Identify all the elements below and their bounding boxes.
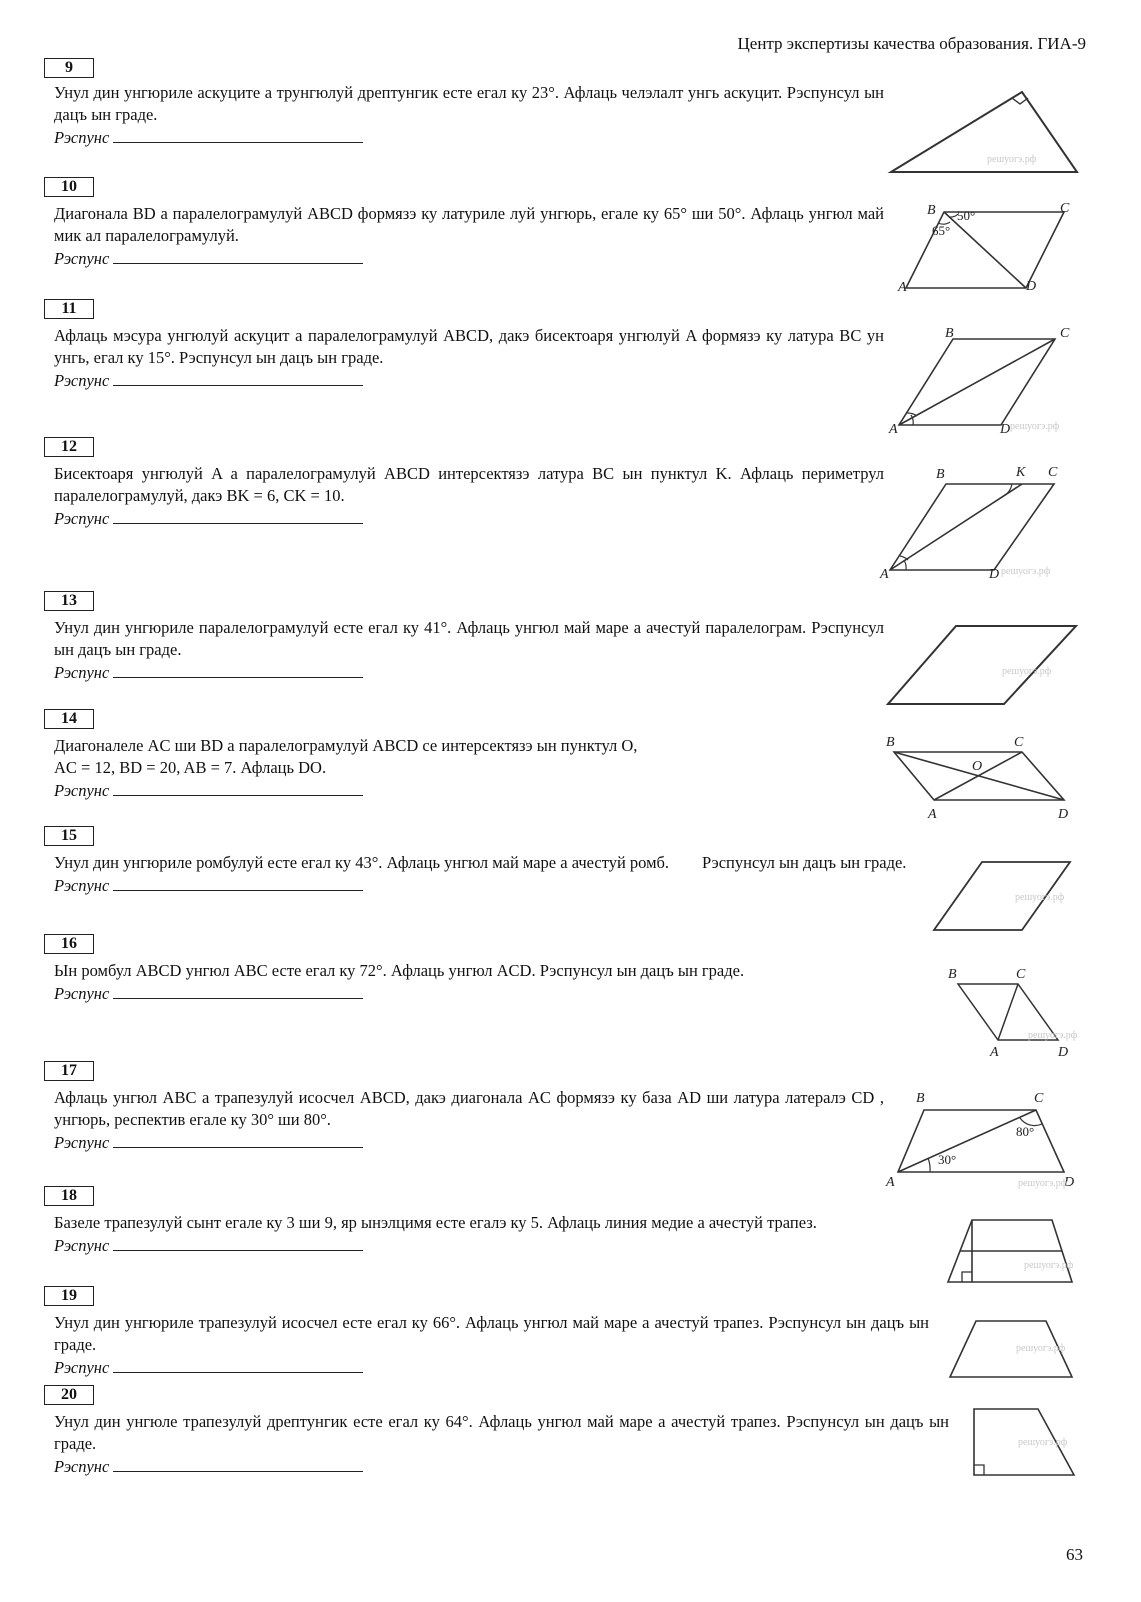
watermark: решуогэ.рф (1016, 1343, 1066, 1354)
task-text: Унул дин унгюриле трапезулуй исосчел есте егал ку 66°. Афлаць унгюл май маре а ачестуй трапез. Рэспунсул ын дацъ ын граде. (54, 1313, 929, 1354)
task-10 (44, 177, 884, 270)
label-B: B (948, 967, 957, 982)
label-A: A (990, 1045, 999, 1060)
task-number: 20 (44, 1385, 94, 1405)
task-text: Унул дин унгюриле аскуците а трунгюлуй дрептунгик есте егал ку 23°. Афлаць челэлалт унгь аскуцит. Рэспунсул ын дацъ ын граде. (54, 83, 884, 124)
answer-row (54, 661, 884, 684)
task-9 (44, 58, 884, 149)
task-17 (44, 1061, 884, 1154)
task-18 (44, 1186, 929, 1257)
answer-label: Рэспунс (54, 509, 110, 528)
task-text: Афлаць унгюл ABC а трапезулуй исосчел ABCD, дакэ диагонала AC формязэ ку база AD ши латура латералэ CD , унгюрь, респектив егале ку 30° ши 80°. (54, 1088, 884, 1129)
label-D: D (1026, 279, 1037, 294)
answer-label: Рэспунс (54, 249, 110, 268)
answer-field[interactable] (113, 874, 363, 891)
answer-field[interactable] (113, 1356, 363, 1373)
answer-label: Рэспунс (54, 1358, 110, 1377)
answer-row (54, 874, 919, 897)
label-D: D (1000, 422, 1011, 437)
task-19 (44, 1286, 929, 1379)
label-C: C (1016, 967, 1026, 982)
task-20 (44, 1385, 949, 1478)
answer-row (54, 982, 884, 1005)
answer-label: Рэспунс (54, 1133, 110, 1152)
task-number: 12 (44, 437, 94, 457)
task-12 (44, 437, 884, 530)
label-O: O (972, 759, 983, 774)
task-text: Унул дин унгюриле ромбулуй есте егал ку 43°. Афлаць унгюл май маре а ачестуй ромб. Рэспунсул ын дацъ ын граде. (54, 853, 907, 872)
figure-trapezoid-18 (944, 1216, 1076, 1286)
task-15 (44, 826, 919, 897)
label-B: B (936, 467, 945, 482)
watermark: решуогэ.рф (1015, 892, 1065, 903)
task-number: 11 (44, 299, 94, 319)
answer-field[interactable] (113, 1131, 363, 1148)
angle-label-65: 65° (932, 223, 951, 238)
figure-parallelogram-13 (884, 620, 1084, 710)
task-number: 18 (44, 1186, 94, 1206)
angle-label-30: 30° (938, 1152, 957, 1167)
task-text: Диагонала BD а паралелограмулуй ABCD формязэ ку латуриле луй унгюрь, егале ку 65° ши 50°. Афлаць унгюл май мик ал паралелограмулуй. (54, 204, 884, 245)
watermark: решуогэ.рф (1001, 566, 1051, 577)
task-text: Унул дин унгюле трапезулуй дрептунгик есте егал ку 64°. Афлаць унгюл май маре а ачестуй трапез. Рэспунсул ын дацъ ын граде. (54, 1412, 949, 1453)
figure-parallelogram-10 (898, 200, 1077, 300)
answer-field[interactable] (113, 126, 363, 143)
task-text: Базеле трапезулуй сынт егале ку 3 ши 9, яр ынэлцимя есте егалэ ку 5. Афлаць линия медие а ачестуй трапез. (54, 1213, 817, 1232)
answer-field[interactable] (113, 247, 363, 264)
task-text: Ын ромбул ABCD унгюл ABC есте егал ку 72°. Афлаць унгюл ACD. Рэспунсул ын дацъ ын граде. (54, 961, 745, 980)
task-13 (44, 591, 884, 684)
answer-row (54, 1234, 929, 1257)
figure-trapezoid-17 (886, 1091, 1078, 1193)
label-B: B (886, 735, 895, 750)
figure-parallelogram-12 (880, 465, 1066, 585)
label-C: C (1060, 201, 1070, 216)
task-number: 10 (44, 177, 94, 197)
answer-label: Рэспунс (54, 128, 110, 147)
figure-rhombus-15 (930, 858, 1075, 933)
answer-field[interactable] (113, 982, 363, 999)
task-number: 15 (44, 826, 94, 846)
answer-row (54, 1455, 949, 1478)
task-text: Афлаць мэсура унгюлуй аскуцит а паралелограмулуй ABCD, дакэ бисектоаря унгюлуй A формязэ ку латура BC ун унгь, егал ку 15°. Рэспунсул ын дацъ ын граде. (54, 326, 884, 367)
answer-field[interactable] (113, 661, 363, 678)
task-text: Бисектоаря унгюлуй A а паралелограмулуй ABCD интерсектязэ латура BC ын пунктул K. Афлаць периметрул паралелограмулуй, дакэ BK = 6, CK = 10. (54, 464, 884, 505)
answer-label: Рэспунс (54, 663, 110, 682)
answer-label: Рэспунс (54, 876, 110, 895)
answer-row (54, 126, 884, 149)
task-14 (44, 709, 644, 802)
answer-label: Рэспунс (54, 984, 110, 1003)
label-B: B (916, 1091, 925, 1106)
answer-field[interactable] (113, 1455, 363, 1472)
answer-row (54, 1131, 884, 1154)
label-D: D (1064, 1175, 1075, 1190)
watermark: решуогэ.рф (1018, 1437, 1068, 1448)
label-A: A (889, 422, 898, 437)
task-number: 16 (44, 934, 94, 954)
label-C: C (1014, 735, 1024, 750)
figure-parallelogram-11 (889, 325, 1075, 440)
page-number: 63 (1066, 1545, 1083, 1564)
task-text: Унул дин унгюриле паралелограмулуй есте егал ку 41°. Афлаць унгюл май маре а ачестуй паралелограм. Рэспунсул ын дацъ ын граде. (54, 618, 884, 659)
label-A: A (898, 280, 907, 295)
task-number: 19 (44, 1286, 94, 1306)
label-C: C (1034, 1091, 1044, 1106)
answer-label: Рэспунс (54, 371, 110, 390)
task-number: 9 (44, 58, 94, 78)
figure-trapezoid-20 (968, 1405, 1078, 1480)
answer-label: Рэспунс (54, 1457, 110, 1476)
figure-right-triangle (887, 88, 1087, 178)
figure-rhombus-16 (948, 962, 1078, 1062)
label-A: A (886, 1175, 895, 1190)
label-B: B (927, 203, 936, 218)
label-C: C (1048, 465, 1058, 480)
figure-trapezoid-19 (946, 1317, 1076, 1382)
task-text: Диагоналеле AC ши BD а паралелограмулуй ABCD се интерсектязэ ын пунктул O, AC = 12, BD = 20, AB = 7. Афлаць DO. (54, 736, 638, 777)
task-16 (44, 934, 884, 1005)
page-header: Центр экспертизы качества образования. ГИА-9 (737, 34, 1086, 53)
task-number: 14 (44, 709, 94, 729)
answer-field[interactable] (113, 779, 363, 796)
task-number: 17 (44, 1061, 94, 1081)
answer-label: Рэспунс (54, 781, 110, 800)
label-A: A (928, 807, 937, 822)
answer-field[interactable] (113, 369, 363, 386)
watermark: решуогэ.рф (1028, 1030, 1078, 1041)
answer-row (54, 507, 884, 530)
answer-row (54, 779, 644, 802)
label-D: D (1058, 1045, 1069, 1060)
answer-row (54, 1356, 929, 1379)
label-D: D (1058, 807, 1069, 822)
task-number: 13 (44, 591, 94, 611)
watermark: решуогэ.рф (987, 154, 1037, 165)
watermark: решуогэ.рф (1018, 1178, 1068, 1189)
watermark: решуогэ.рф (1024, 1260, 1074, 1271)
angle-label-50: 50° (957, 208, 976, 223)
label-K: K (1016, 465, 1026, 480)
label-B: B (945, 326, 954, 341)
watermark: решуогэ.рф (1002, 666, 1052, 677)
answer-label: Рэспунс (54, 1236, 110, 1255)
label-C: C (1060, 326, 1070, 341)
answer-field[interactable] (113, 1234, 363, 1251)
answer-field[interactable] (113, 507, 363, 524)
task-11 (44, 299, 884, 392)
answer-row (54, 369, 884, 392)
angle-label-80: 80° (1016, 1124, 1035, 1139)
label-D: D (989, 567, 1000, 582)
label-A: A (880, 567, 889, 582)
answer-row (54, 247, 884, 270)
figure-parallelogram-14 (884, 735, 1074, 825)
watermark: решуогэ.рф (1010, 421, 1060, 432)
